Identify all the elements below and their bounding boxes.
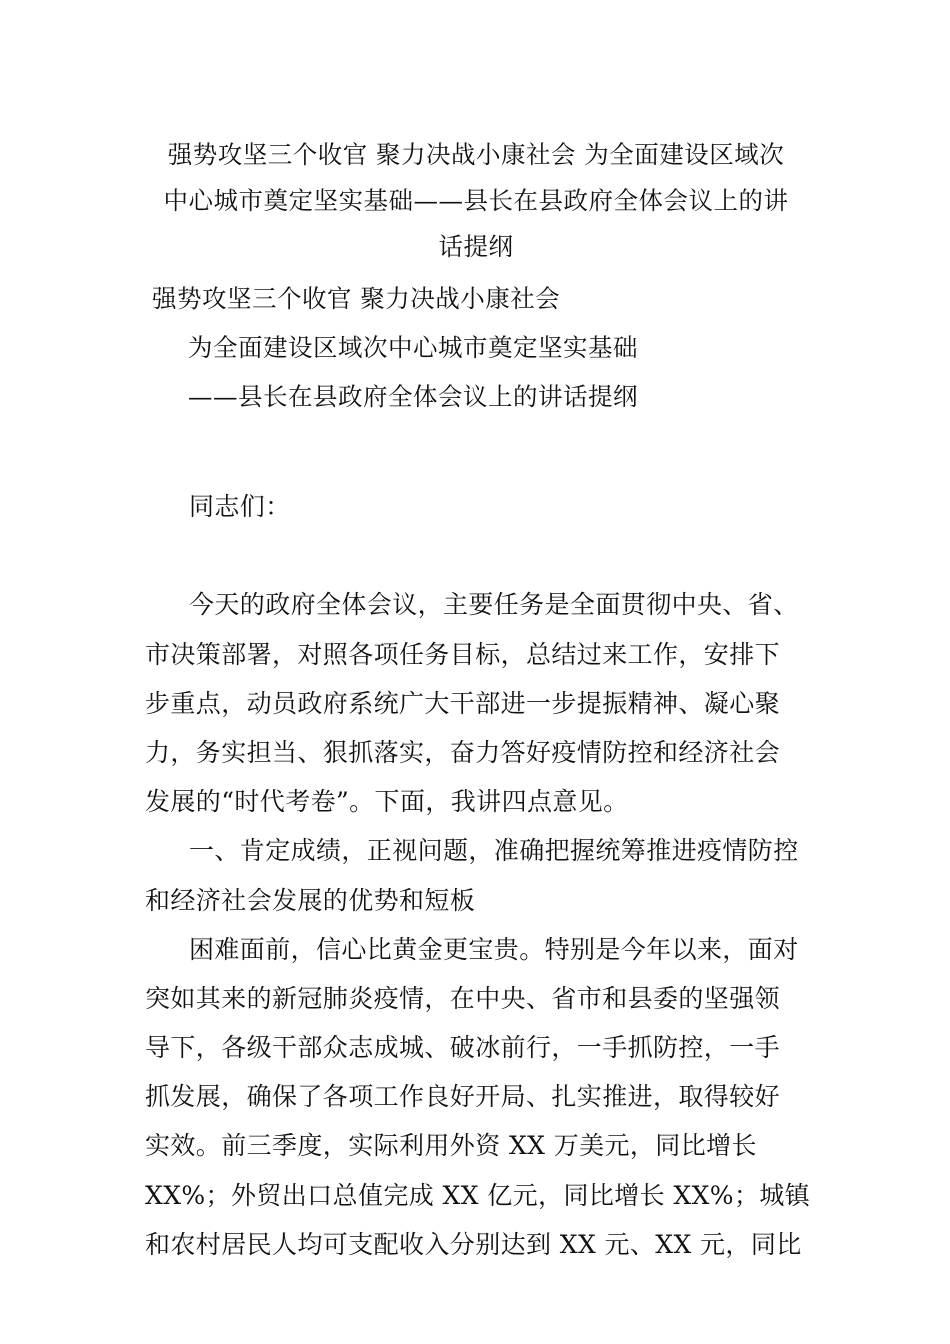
paragraph-line: 和农村居民人均可支配收入分别达到 XX 元、XX 元，同比: [145, 1229, 802, 1259]
salutation: 同志们：: [189, 492, 291, 521]
paragraph-line: 力，务实担当、狠抓落实，奋力答好疫情防控和经济社会: [145, 737, 781, 767]
section-heading-line: 和经济社会发展的优势和短板: [145, 885, 476, 915]
paragraph-line: 市决策部署，对照各项任务目标，总结过来工作，安排下: [145, 639, 781, 669]
blank-line: [145, 531, 810, 580]
paragraph-line: 今天的政府全体会议，主要任务是全面贯彻中央、省、: [189, 590, 799, 620]
heading-main: 强势攻坚三个收官 聚力决战小康社会: [152, 284, 561, 313]
title-line: 强势攻坚三个收官 聚力决战小康社会 为全面建设区域次: [167, 140, 785, 169]
document-title: [140, 132, 812, 270]
paragraph-line: 困难面前，信心比黄金更宝贵。特别是今年以来，面对: [189, 934, 799, 964]
heading-sub: 为全面建设区域次中心城市奠定坚实基础: [188, 333, 638, 362]
paragraph-line: 步重点，动员政府系统广大干部进一步提振精神、凝心聚: [145, 688, 781, 718]
paragraph-line: 发展的“时代考卷”。下面，我讲四点意见。: [145, 787, 629, 817]
heading-byline: ——县长在县政府全体会议上的讲话提纲: [188, 382, 638, 411]
title-line: 中心城市奠定坚实基础——县长在县政府全体会议上的讲: [163, 186, 789, 215]
document-body: [145, 482, 810, 1269]
paragraph-line: 实效。前三季度，实际利用外资 XX 万美元，同比增长: [145, 1131, 757, 1161]
section-heading-line: 一、肯定成绩，正视问题，准确把握统筹推进疫情防控: [189, 836, 799, 866]
paragraph-line: 突如其来的新冠肺炎疫情，在中央、省市和县委的坚强领: [145, 983, 781, 1013]
paragraph-line: XX%；外贸出口总值完成 XX 亿元，同比增长 XX%；城镇: [145, 1180, 811, 1210]
title-line: 话提纲: [438, 232, 514, 261]
paragraph-line: 抓发展，确保了各项工作良好开局、扎实推进，取得较好: [145, 1082, 781, 1112]
paragraph-line: 导下，各级干部众志成城、破冰前行，一手抓防控，一手: [145, 1033, 781, 1063]
